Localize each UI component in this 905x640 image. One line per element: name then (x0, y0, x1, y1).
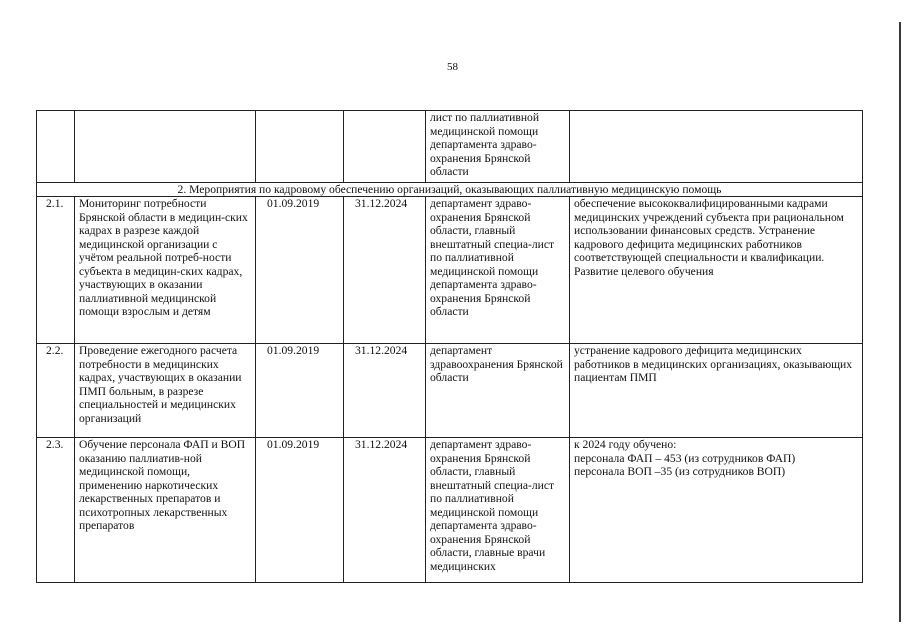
cell-responsible: лист по паллиативной медицинской помощи департамента здраво-охранения Брянской области (426, 111, 570, 183)
cell-number: 2.1. (37, 197, 75, 344)
result-line: к 2024 году обучено: (574, 438, 677, 451)
cell-responsible: департамент здраво-охранения Брянской области, главный внештатный специа-лист по паллиативной медицинской помощи департамента здраво-охранения Брянской области, главные врачи медицинских (426, 438, 570, 583)
cell-start-date (256, 111, 344, 183)
table-row (37, 344, 863, 438)
cell-activity (75, 111, 256, 183)
cell-number: 2.2. (37, 344, 75, 438)
cell-activity: Обучение персонала ФАП и ВОП оказанию паллиатив-ной медицинской помощи, применению наркотических лекарственных препаратов и психотропных лекарственных препаратов (75, 438, 256, 583)
cell-activity: Мониторинг потребности Брянской области в медицин-ских кадрах в разрезе каждой медицинской организации с учётом реальной потреб-ности субъекта в медицин-ских кадрах, участвующих в оказании паллиативной медицинской помощи взрослым и детям (75, 197, 256, 344)
cell-number (37, 111, 75, 183)
table-row-continuation (37, 111, 863, 183)
cell-end-date: 31.12.2024 (344, 344, 426, 438)
activities-table (36, 110, 863, 583)
cell-result: обеспечение высококвалифицированными кадрами медицинских учреждений субъекта при рациональном использовании финансовых средств. Устранение кадрового дефицита медицинских работников соответствующей специальности и квалификации. Развитие целевого обучения (570, 197, 863, 344)
result-line: персонала ФАП – 453 (из сотрудников ФАП) (574, 451, 796, 465)
cell-number: 2.3. (37, 438, 75, 583)
table-row (37, 438, 863, 583)
section-header-row (37, 183, 863, 197)
cell-responsible: департамент здраво-охранения Брянской области, главный внештатный специа-лист по паллиативной медицинской помощи департамента здраво-охранения Брянской области (426, 197, 570, 344)
cell-result (570, 438, 863, 583)
cell-end-date (344, 111, 426, 183)
cell-activity: Проведение ежегодного расчета потребности в медицинских кадрах, участвующих в оказании ПМП больным, в разрезе специальностей и медицинских организаций (75, 344, 256, 438)
result-line: персонала ВОП –35 (из сотрудников ВОП) (574, 465, 786, 478)
cell-result (570, 111, 863, 183)
cell-start-date: 01.09.2019 (256, 197, 344, 344)
cell-end-date: 31.12.2024 (344, 197, 426, 344)
cell-responsible: департамент здравоохранения Брянской области (426, 344, 570, 438)
table-row (37, 197, 863, 344)
cell-end-date: 31.12.2024 (344, 438, 426, 583)
section-title: 2. Мероприятия по кадровому обеспечению организаций, оказывающих паллиативную медицинскую помощь (37, 183, 863, 197)
cell-start-date: 01.09.2019 (256, 438, 344, 583)
scan-edge-line (899, 22, 901, 622)
cell-result: устранение кадрового дефицита медицинских работников в медицинских организациях, оказывающих пациентам ПМП (570, 344, 863, 438)
page-number: 58 (447, 61, 458, 73)
cell-start-date: 01.09.2019 (256, 344, 344, 438)
